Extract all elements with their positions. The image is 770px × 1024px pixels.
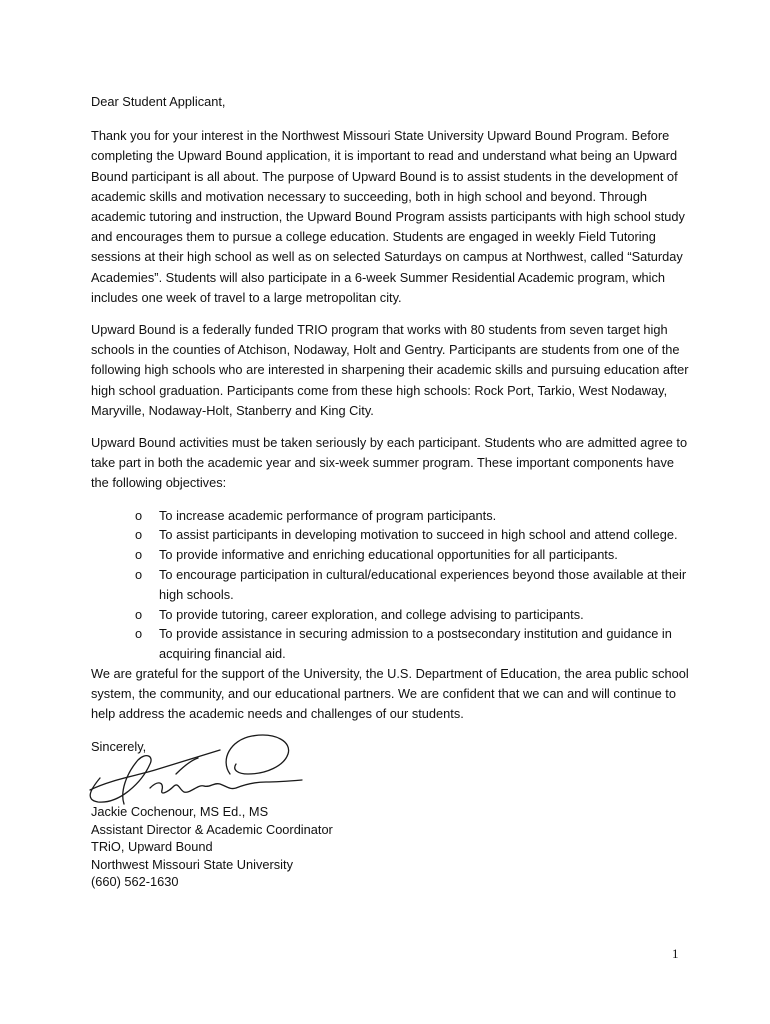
bullet-icon: o <box>135 626 143 642</box>
closing-paragraph: We are grateful for the support of the University, the U.S. Department of Education, the area public school system, the community, and our educational partners. We are confident that we can and will continue to help address the academic needs and challenges of our students. <box>91 666 689 722</box>
bullet-icon: o <box>135 567 143 583</box>
objective-text: To assist participants in developing motivation to succeed in high school and attend college. <box>159 527 678 543</box>
letter-body <box>91 92 691 769</box>
objective-text: To increase academic performance of program participants. <box>159 507 497 523</box>
page-number: 1 <box>672 946 679 961</box>
signatory-name: Jackie Cochenour, MS Ed., MS <box>91 804 269 819</box>
bullet-icon: o <box>135 547 143 563</box>
signatory-phone: (660) 562-1630 <box>91 874 179 890</box>
signatory-title: Assistant Director & Academic Coordinator <box>91 821 333 837</box>
list-item <box>91 506 691 526</box>
objectives-list <box>91 506 691 664</box>
bullet-icon: o <box>135 527 143 543</box>
objective-text: To provide tutoring, career exploration, and college advising to participants. <box>159 606 584 622</box>
salutation: Dear Student Applicant, <box>91 94 226 109</box>
list-item <box>91 565 691 605</box>
objective-text: To provide assistance in securing admission to a postsecondary institution and guidance in acquiring financial aid. <box>159 626 672 662</box>
bullet-icon: o <box>135 606 143 622</box>
bullet-icon: o <box>135 507 143 523</box>
list-item <box>91 545 691 565</box>
objective-text: To encourage participation in cultural/educational experiences beyond those available at their high schools. <box>159 567 687 602</box>
sign-off: Sincerely, <box>91 738 147 754</box>
objective-text: To provide informative and enriching educational opportunities for all participants. <box>159 547 618 563</box>
intro-paragraph: Thank you for your interest in the Northwest Missouri State University Upward Bound Program. Before completing the Upward Bound application, it is important to read and understand what being an Upward Bound participant is all about. The purpose of Upward Bound is to assist students in the development of academic skills and motivation necessary to succeeding, both in high school and beyond. Through academic tutoring and instruction, the Upward Bound Program assists participants with high school study and encourages them to pursue a college education. Students are engaged in weekly Field Tutoring sessions at their high school as well as on selected Saturdays on campus at Northwest, called “Saturday Academies”. Students will also participate in a 6-week Summer Residential Academic program, which includes one week of travel to a large metropolitan city. <box>91 128 685 305</box>
objectives-intro-paragraph: Upward Bound activities must be taken seriously by each participant. Students who are admitted agree to take part in both the academic year and six-week summer program. These important components have the following objectives: <box>91 435 688 491</box>
handwritten-signature <box>80 730 310 810</box>
signatory-program: TRiO, Upward Bound <box>91 839 213 855</box>
signatory-university: Northwest Missouri State University <box>91 856 293 872</box>
signature-block <box>91 803 333 891</box>
program-paragraph: Upward Bound is a federally funded TRIO program that works with 80 students from seven target high schools in the counties of Atchison, Nodaway, Holt and Gentry. Participants are students from one of the following high schools who are interested in sharpening their academic skills and pursuing education after high school graduation. Participants come from these high schools: Rock Port, Tarkio, West Nodaway, Maryville, Nodaway-Holt, Stanberry and King City. <box>91 322 689 418</box>
list-item <box>91 605 691 625</box>
list-item <box>91 525 691 545</box>
list-item <box>91 624 691 664</box>
